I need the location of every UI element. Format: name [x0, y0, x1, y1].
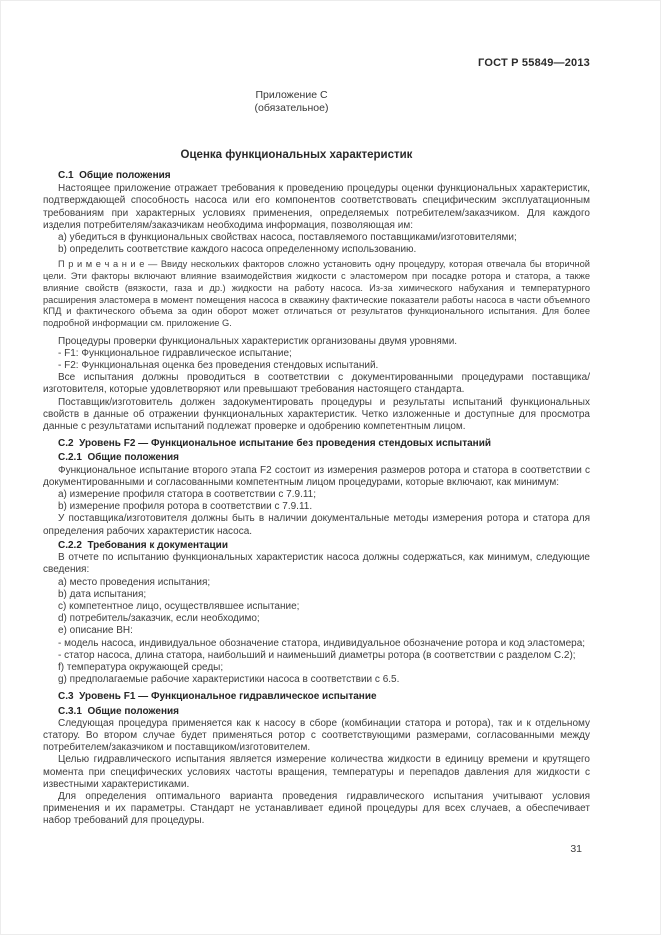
paragraph: Все испытания должны проводиться в соответствии с документированными процедурами поставщика/изготовителя, которые удовлетворяют или превышают требования настоящего стандарта.: [43, 372, 590, 396]
subsection-heading-c22: С.2.2 Требования к документации: [58, 539, 228, 551]
appendix-block: [43, 89, 540, 115]
list-item: b) дата испытания;: [58, 588, 147, 600]
document-body: [43, 170, 590, 828]
list-item: c) компетентное лицо, осуществлявшее испытание;: [58, 600, 300, 612]
paragraph: Для определения оптимального варианта проведения гидравлического испытания учитывают условия применения и их параметры. Стандарт не устанавливает единой процедуры для всех случаев, а обеспечивает набор требований для процедуры.: [43, 790, 590, 827]
list-item: - статор насоса, длина статора, наибольший и наименьший диаметры ротора (в соответствии с разделом С.2);: [58, 649, 576, 661]
page-content: [43, 0, 590, 828]
list-item: b) определить соответствие каждого насоса определенному использованию.: [58, 244, 417, 256]
list-item: a) место проведения испытания;: [58, 576, 211, 588]
appendix-label: Приложение С: [255, 89, 328, 101]
list-item: a) убедиться в функциональных свойствах насоса, поставляемого поставщиками/изготовителями;: [58, 232, 517, 244]
paragraph: Поставщик/изготовитель должен задокументировать процедуры и результаты испытаний функциональных свойств в данные об отражении функциональных характеристик. Четко изложенные и доступные для просмотра данные с результатами испытаний подлежат проверке и одобрению компетентным лицом.: [43, 396, 590, 433]
paragraph: Следующая процедура применяется как к насосу в сборе (комбинации статора и ротора), так и к отдельному статору. Во втором случае будет применяться ротор с соответствующими размерами, согласованными между потребителем/заказчиком и поставщиком/изготовителем.: [43, 717, 590, 754]
paragraph: Процедуры проверки функциональных характеристик организованы двумя уровнями.: [58, 335, 458, 347]
appendix-type: (обязательное): [254, 102, 329, 114]
standard-number-header: ГОСТ Р 55849—2013: [478, 57, 590, 69]
section-heading-c2: С.2 Уровень F2 — Функциональное испытание без проведения стендовых испытаний: [58, 438, 492, 450]
note-paragraph: П р и м е ч а н и е — Ввиду нескольких факторов сложно установить одну процедуру, которая отвечала бы вторичной цели. Эти факторы включают влияние взаимодействия жидкости с эластомером при посадке ротора и статора, а также влияние свойств (вязкости, газа и др.) жидкости на работу насоса. Из-за химического набухания и температурного расширения эластомера в момент помещения насоса в скважину фактические показатели работы насоса в части объемного КПД и фактического объема за один оборот может отличаться от результатов функционального испытания. Для более подробной информации см. приложение G.: [43, 259, 590, 328]
paragraph: В отчете по испытанию функциональных характеристик насоса должны содержаться, как минимум, следующие сведения:: [43, 552, 590, 576]
list-item: - F1: Функциональное гидравлическое испытание;: [58, 347, 292, 359]
page-number: 31: [570, 843, 582, 855]
list-item: e) описание ВН:: [58, 625, 133, 637]
list-item: - F2: Функциональная оценка без проведения стендовых испытаний.: [58, 360, 379, 372]
list-item: - модель насоса, индивидуальное обозначение статора, индивидуальное обозначение ротора и код эластомера;: [58, 637, 586, 649]
paragraph: Настоящее приложение отражает требования к проведению процедуры оценки функциональных характеристик, подтверждающей способность насоса или его компонентов соответствовать специфическим эксплуатационным требованиям при характерных условиях применения, определяемых потребителем/заказчиком. Для каждого изделия потребителям/заказчикам необходима информация, позволяющая им:: [43, 183, 590, 231]
list-item: d) потребитель/заказчик, если необходимо;: [58, 613, 260, 625]
paragraph: У поставщика/изготовителя должны быть в наличии документальные методы измерения ротора и статора для определения рабочих характеристик насоса.: [43, 513, 590, 537]
list-item: g) предполагаемые рабочие характеристики насоса в соответствии с 6.5.: [58, 674, 400, 686]
section-heading-c3: С.3 Уровень F1 — Функциональное гидравлическое испытание: [58, 691, 377, 703]
page-title: Оценка функциональных характеристик: [180, 149, 413, 161]
list-item: f) температура окружающей среды;: [58, 661, 224, 673]
subsection-heading-c31: С.3.1 Общие положения: [58, 705, 179, 717]
subsection-heading-c21: С.2.1 Общие положения: [58, 452, 179, 464]
list-item: a) измерение профиля статора в соответствии с 7.9.11;: [58, 489, 317, 501]
paragraph: Функциональное испытание второго этапа F2 состоит из измерения размеров ротора и статора в соответствии с документированными и согласованными компетентным лицом процедурами, которые включают, как минимум:: [43, 464, 590, 488]
list-item: b) измерение профиля ротора в соответствии с 7.9.11.: [58, 501, 313, 513]
paragraph: Целью гидравлического испытания является измерение количества жидкости в единицу времени и крутящего момента при специфических условиях частоты вращения, температуры и перепадов давления для жидкости с известными характеристиками.: [43, 754, 590, 790]
section-heading-c1: С.1 Общие положения: [58, 170, 171, 181]
